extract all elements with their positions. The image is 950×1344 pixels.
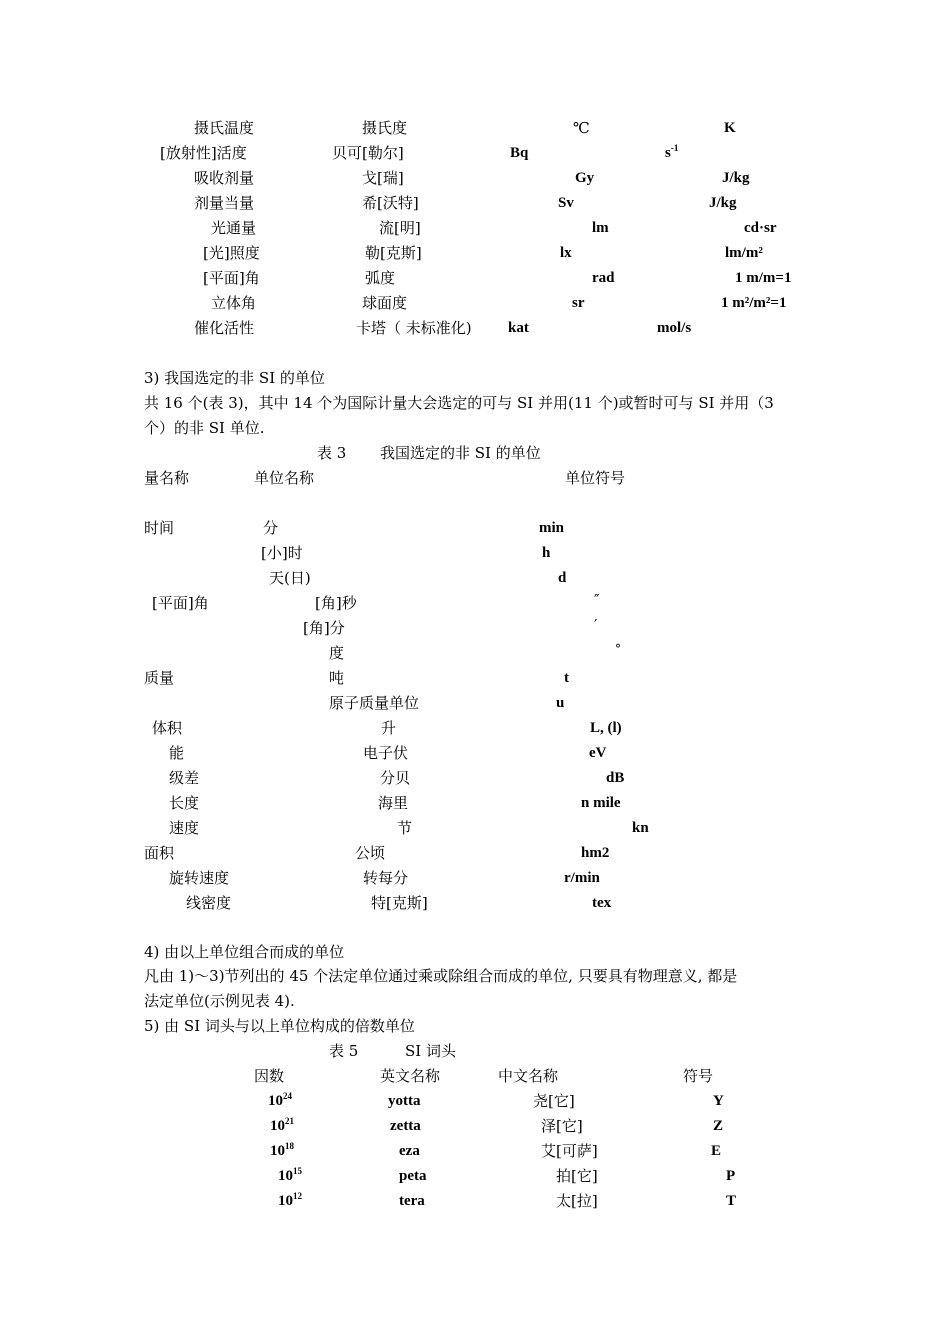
table3-unit: 吨 <box>329 669 345 687</box>
table5-english-name: zetta <box>390 1118 421 1134</box>
paragraph-line: 法定单位(示例见表 4). <box>144 992 295 1010</box>
table2-expression: K <box>724 120 736 136</box>
table5-symbol: T <box>726 1193 737 1209</box>
table3-unit: 分贝 <box>380 769 411 787</box>
table2-quantity: [光]照度 <box>203 244 260 262</box>
table2-expression: 1 m/m=1 <box>735 270 792 286</box>
table2-quantity: 光通量 <box>211 219 257 237</box>
table3-quantity: 体积 <box>152 719 183 737</box>
column-header-quantity: 量名称 <box>144 469 190 487</box>
table2-unit: 希[沃特] <box>362 194 419 212</box>
column-header-symbol: 单位符号 <box>565 469 626 487</box>
table5-english-name: peta <box>399 1168 427 1184</box>
table2-unit: 戈[瑞] <box>362 169 404 187</box>
table5-english-name: tera <box>399 1193 425 1209</box>
table3-quantity: 长度 <box>169 794 200 812</box>
section-heading: 4) 由以上单位组合而成的单位 <box>144 943 345 961</box>
table2-expression: cd·sr <box>744 220 777 236</box>
table2-expression: 1 m²/m²=1 <box>721 295 787 311</box>
table3-symbol: u <box>556 695 565 711</box>
table-number: 表 3 <box>317 444 347 462</box>
table2-unit: 球面度 <box>362 294 408 312</box>
table3-symbol: L, (l) <box>590 720 622 736</box>
table2-expression: mol/s <box>657 320 692 336</box>
table5-chinese-name: 艾[可萨] <box>541 1142 598 1160</box>
table3-symbol: t <box>564 670 569 686</box>
column-header-symbol: 符号 <box>683 1067 714 1085</box>
factor-base: 10 <box>270 1118 285 1134</box>
table3-symbol: dB <box>606 770 625 786</box>
factor-exponent: 21 <box>285 1116 294 1126</box>
table5-factor <box>278 1192 302 1210</box>
factor-exponent: 24 <box>283 1091 292 1101</box>
paragraph-line: 共 16 个(表 3)，其中 14 个为国际计量大会选定的可与 SI 并用(11 个)或暂时可与 SI 并用（3 <box>144 394 774 412</box>
table2-unit: 弧度 <box>365 269 396 287</box>
table3-quantity: 线密度 <box>186 894 232 912</box>
table3-quantity: 质量 <box>144 669 175 687</box>
factor-base: 10 <box>268 1093 283 1109</box>
table5-symbol: Y <box>713 1093 724 1109</box>
table2-symbol: sr <box>572 295 585 311</box>
table3-symbol: r/min <box>564 870 600 886</box>
table5-chinese-name: 拍[它] <box>556 1167 598 1185</box>
table3-quantity: 时间 <box>144 519 175 537</box>
table3-unit: [小]时 <box>261 544 303 562</box>
table3-unit: 节 <box>397 819 413 837</box>
column-header-factor: 因数 <box>254 1067 285 1085</box>
table3-symbol: ° <box>615 642 621 656</box>
table3-unit: 公顷 <box>355 844 386 862</box>
table3-symbol: eV <box>589 745 607 761</box>
table3-symbol: h <box>542 545 551 561</box>
table3-unit: 分 <box>263 519 279 537</box>
paragraph-line: 凡由 1)～3)节列出的 45 个法定单位通过乘或除组合而成的单位, 只要具有物理意义, 都是 <box>144 967 738 985</box>
table2-quantity: 摄氏温度 <box>194 119 255 137</box>
expression-base: s <box>665 145 671 161</box>
table2-unit: 贝可[勒尔] <box>332 144 404 162</box>
table5-factor <box>268 1092 292 1110</box>
table3-quantity: 速度 <box>169 819 200 837</box>
table-title: 我国选定的非 SI 的单位 <box>380 444 541 462</box>
table3-unit: 特[克斯] <box>371 894 428 912</box>
table5-chinese-name: 泽[它] <box>541 1117 583 1135</box>
factor-exponent: 12 <box>293 1191 302 1201</box>
table5-factor <box>270 1117 294 1135</box>
table3-unit: 海里 <box>378 794 409 812</box>
table3-symbol: ′ <box>594 616 598 634</box>
table3-unit: 天(日) <box>269 569 311 587</box>
table3-quantity: 旋转速度 <box>169 869 230 887</box>
table2-quantity: [放射性]活度 <box>160 144 247 162</box>
table3-unit: 原子质量单位 <box>329 694 420 712</box>
table2-symbol: lx <box>560 245 572 261</box>
table3-unit: [角]分 <box>303 619 345 637</box>
table3-quantity: 面积 <box>144 844 175 862</box>
table3-unit: 电子伏 <box>363 744 409 762</box>
table3-unit: 升 <box>381 719 397 737</box>
section-heading: 3) 我国选定的非 SI 的单位 <box>144 369 325 387</box>
table2-symbol: ℃ <box>573 119 590 137</box>
column-header-chinese-name: 中文名称 <box>498 1067 559 1085</box>
table2-symbol: Sv <box>558 195 574 211</box>
table5-symbol: P <box>726 1168 736 1184</box>
column-header-unit: 单位名称 <box>254 469 315 487</box>
factor-base: 10 <box>278 1168 293 1184</box>
table2-quantity: 立体角 <box>211 294 257 312</box>
table5-english-name: eza <box>399 1143 420 1159</box>
table2-symbol: rad <box>592 270 615 286</box>
factor-base: 10 <box>270 1143 285 1159</box>
table2-unit: 卡塔（ 未标准化) <box>356 319 472 337</box>
factor-exponent: 15 <box>293 1166 302 1176</box>
table2-unit: 流[明] <box>379 219 421 237</box>
factor-exponent: 18 <box>285 1141 294 1151</box>
table3-unit: [角]秒 <box>315 594 357 612</box>
table3-symbol: min <box>539 520 565 536</box>
table5-english-name: yotta <box>388 1093 421 1109</box>
section-heading: 5) 由 SI 词头与以上单位构成的倍数单位 <box>144 1017 415 1035</box>
paragraph-line: 个）的非 SI 单位. <box>144 419 265 437</box>
table3-symbol: hm2 <box>581 845 610 861</box>
table5-factor <box>270 1142 294 1160</box>
table2-unit: 勒[克斯] <box>365 244 422 262</box>
table3-symbol: n mile <box>581 795 621 811</box>
table2-expression: lm/m² <box>725 245 763 261</box>
table-title: SI 词头 <box>405 1042 456 1060</box>
table2-quantity: [平面]角 <box>203 269 260 287</box>
table3-unit: 度 <box>329 644 345 662</box>
table5-symbol: E <box>711 1143 722 1159</box>
table2-quantity: 剂量当量 <box>194 194 255 212</box>
table2-symbol: Bq <box>510 145 529 161</box>
table5-chinese-name: 尧[它] <box>533 1092 575 1110</box>
table3-quantity: [平面]角 <box>152 594 209 612</box>
expression-exponent: -1 <box>670 143 679 153</box>
factor-base: 10 <box>278 1193 293 1209</box>
table3-quantity: 能 <box>169 744 185 762</box>
table2-symbol: Gy <box>575 170 595 186</box>
table3-symbol: kn <box>632 820 649 836</box>
table3-symbol: ″ <box>594 591 600 609</box>
table5-symbol: Z <box>713 1118 724 1134</box>
table3-symbol: tex <box>592 895 612 911</box>
table5-factor <box>278 1167 302 1185</box>
table-number: 表 5 <box>329 1042 359 1060</box>
table5-chinese-name: 太[拉] <box>556 1192 598 1210</box>
table2-symbol: kat <box>508 320 529 336</box>
table2-expression <box>665 144 678 162</box>
table2-quantity: 吸收剂量 <box>194 169 255 187</box>
table2-quantity: 催化活性 <box>194 319 255 337</box>
table2-expression: J/kg <box>722 170 750 186</box>
table2-symbol: lm <box>592 220 609 236</box>
table3-unit: 转每分 <box>363 869 409 887</box>
table3-quantity: 级差 <box>169 769 200 787</box>
column-header-english-name: 英文名称 <box>380 1067 441 1085</box>
table3-symbol: d <box>558 570 567 586</box>
table2-expression: J/kg <box>709 195 737 211</box>
table2-unit: 摄氏度 <box>362 119 408 137</box>
